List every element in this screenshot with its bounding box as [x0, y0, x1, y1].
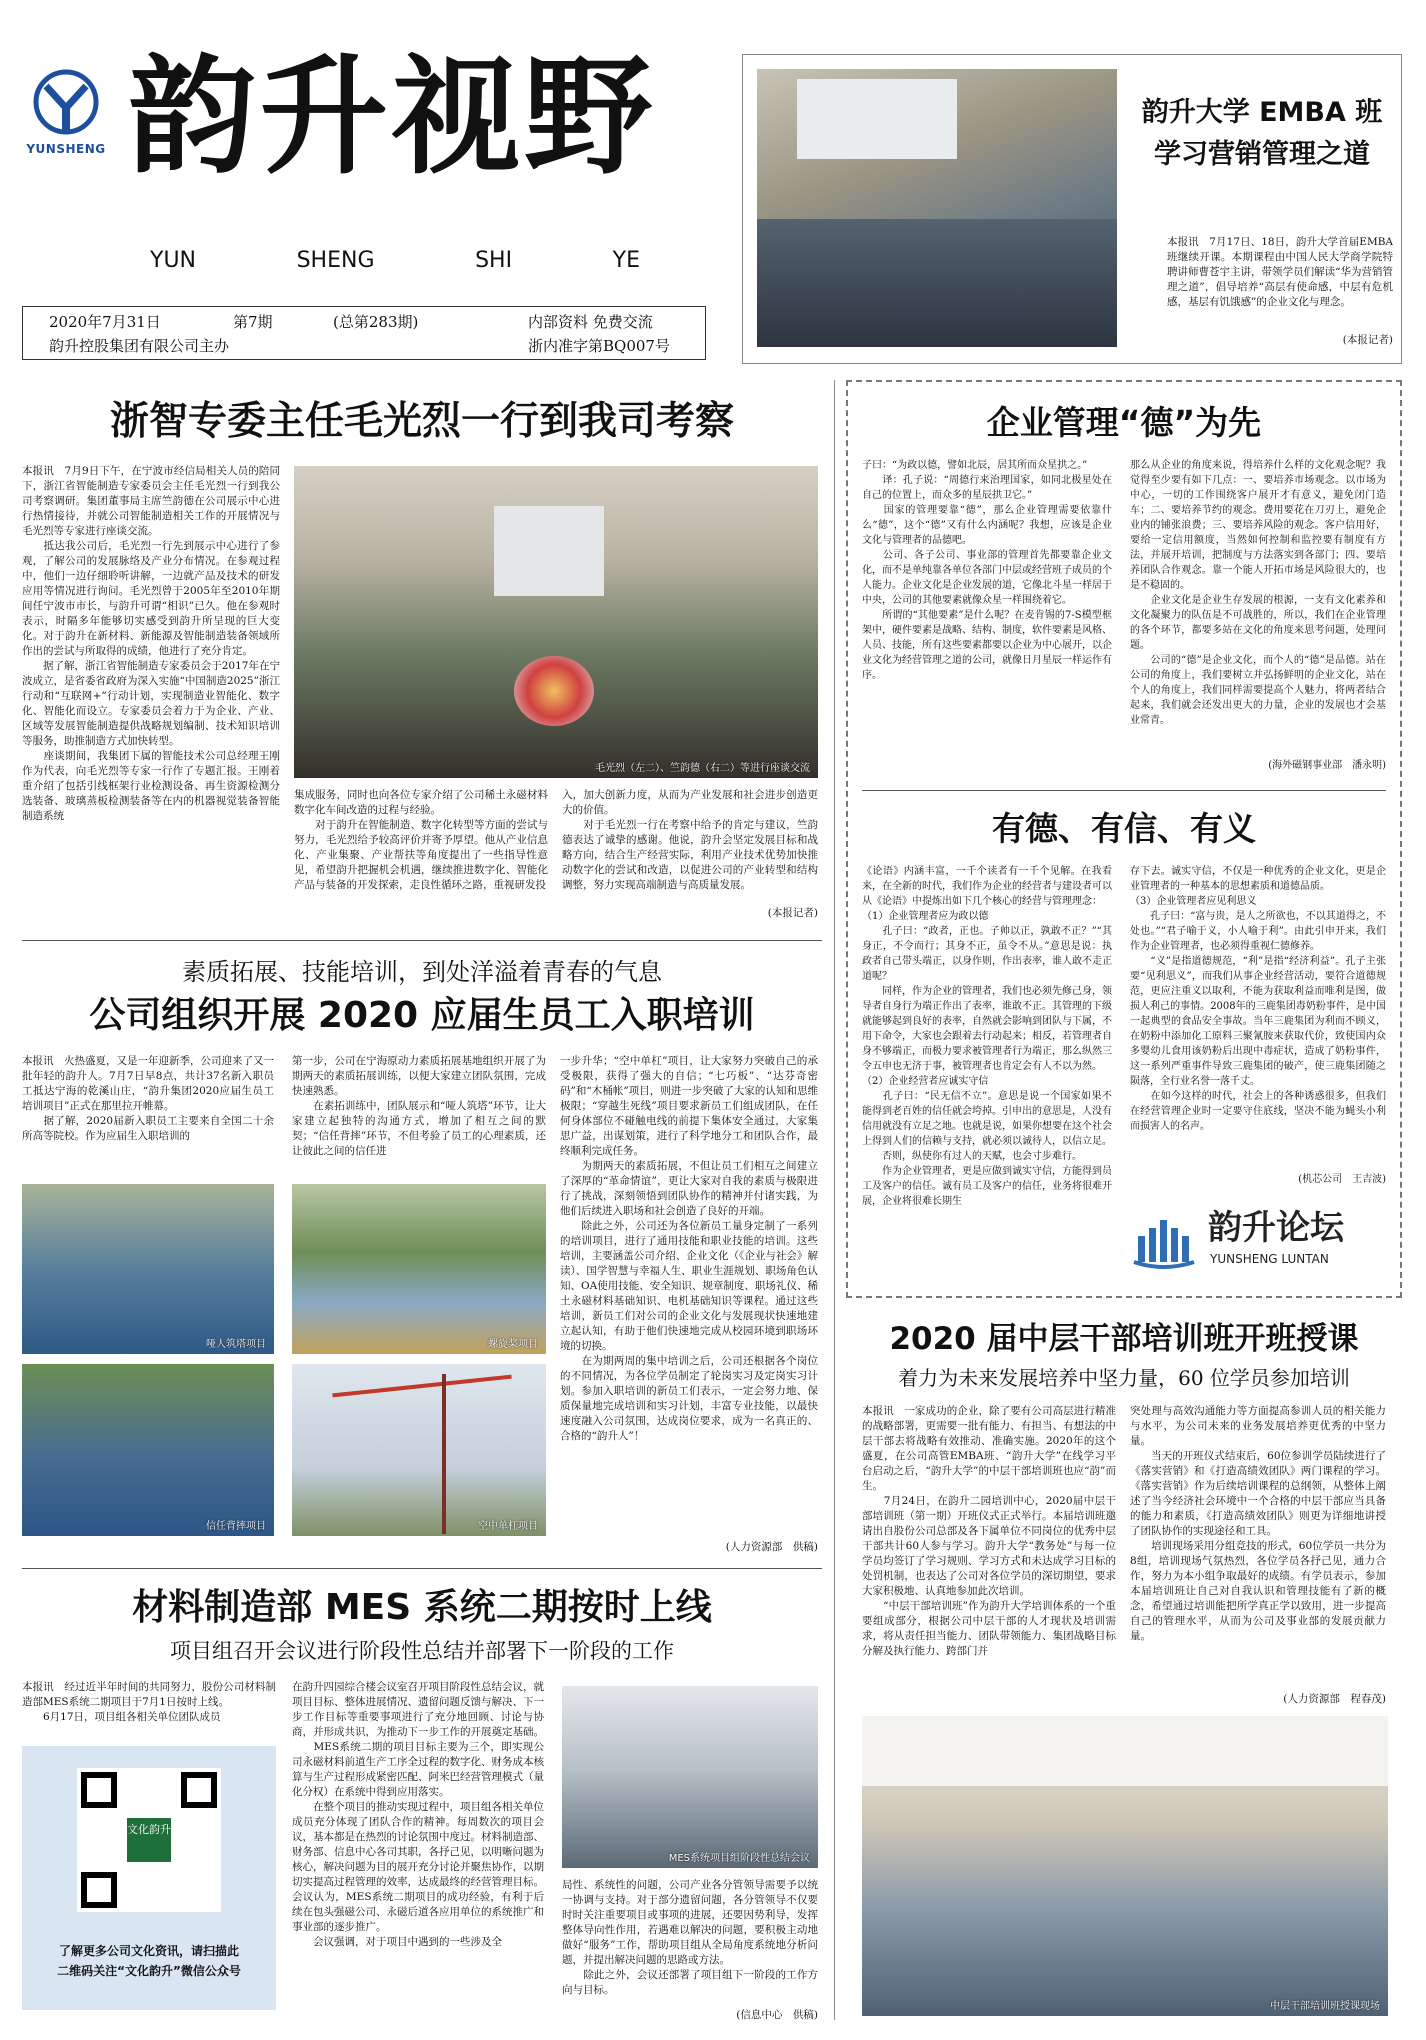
title-pinyin: [150, 248, 640, 278]
divider-2: [22, 1568, 822, 1569]
emba-photo: [757, 69, 1117, 347]
pinyin-2: SHENG: [296, 248, 375, 273]
issue-number: 第7期: [233, 313, 273, 331]
article6-photo: [862, 1716, 1388, 2016]
article4-col1: 子曰：“为政以德，譬如北辰，居其所而众星拱之。” 译：孔子说：“周德行来治理国家，如同北极星处在自己的位置上，而众多的星辰拱卫它。” 国家的管理要靠“德”，那么企业管理需要依靠什么“德”，这个“德”又有什么内涵呢？我想，应该是企业文化与管理者的品德吧。 公司、各子公司、事业部的管理首先都要靠企业文化，而不是单纯靠各单位各部门中层或经营班子成员的个人能力。企业文化是企业发展的道，它像北斗星一样居于中央，公司的其他要素就像众星一样围绕着它。 所谓的“其他要素”是什么呢？在麦肯锡的7-S模型框架中，硬件要素是战略、结构、制度，软件要素是风格、人员、技能，所有这些要素都要以企业为中心展开，以企业文化为经营管理之道的公司，就像日月星辰一样运作有序。: [862, 460, 1112, 681]
article2-photo1-caption: 哑人筑塔项目: [206, 1339, 266, 1350]
article1-photo-caption: 毛光烈（左二）、竺韵德（右二）等进行座谈交流: [595, 763, 810, 774]
article1-col1: 本报讯 7月9日下午，在宁波市经信局相关人员的陪同下，浙江省智能制造专家委员会主任毛光烈一行到我公司考察调研。集团董事局主席竺韵德在公司展示中心进行热情接待，并就公司智能制造相关工作的开展情况与毛光烈等专家进行座谈交流。 抵达我公司后，毛光烈一行先到展示中心进行了参观，了解公司的发展脉络及产业分布情况。在参观过程中，他们一边仔细聆听讲解，一边就产品及技术的研发应用等情况进行询问。毛光烈曾于2005年至2010年期间任宁波市市长，与韵升可谓“相识”已久。他在参观时表示，时隔多年能够切实感受到韵升所呈现的巨大变化。对于韵升在新材料、新能源及智能制造装备领域所作出的尝试与所取得的成绩，他进行了充分肯定。 据了解，浙江省智能制造专家委员会于2017年在宁波成立，是省委省政府为深入实施“中国制造2025”浙江行动和“互联网+”行动计划，实现制造业智能化、数字化、智能化而设立。专家委员会着力于为企业、产业、区域等发展智能制造提供战略规划编制、技术知识培训等服务，助推制造方式加快转型。 座谈期间，我集团下属的智能技术公司总经理王刚作为代表，向毛光烈等专家一行作了专题汇报。王刚着重介绍了包括引线框架行业检测设备、再生资源检测分选装备、玻璃蒸板检测装备等在内的机器视觉装备智能制造系统: [22, 465, 280, 822]
qr-caption-1: 了解更多公司文化资讯，请扫描此: [58, 1944, 239, 1958]
internal-note: 内部资料 免费交流: [528, 313, 653, 331]
yunsheng-logo-icon: [22, 68, 110, 138]
company-logo: [22, 68, 110, 158]
article1-credit: (本报记者): [767, 907, 818, 919]
article5-col1: 《论语》内涵丰富，一千个读者有一千个见解。在我看来，在全新的时代，我们作为企业的经营者与建设者可以从《论语》中提炼出如下几个核心的经营与管理理念： （1）企业管理者应为政以德 孔子曰：“政者，正也。子帅以正，孰敢不正？”“其身正，不令而行；其身不正，虽令不从。”意思是说：执政者自己带头端正，以身作则，作出表率，谁人敢不走正道呢？ 同样，作为企业的管理者，我们也必须先修己身，领导者自身行为端正作出了表率，谁敢不正。其管理的下级就能够起到良好的表率，自然就会影响到团队与下属，不用下命令，大家也会跟着去行动起来；相反，若管理者自身不够端正，而极力要求被管理者行为端正，那么纵然三令五申也无济于事，被管理者也肯定会有人不以为然。 （2）企业经营者应诚实守信 孔子曰：“民无信不立”。意思是说一个国家如果不能得到老百姓的信任就会垮掉。引申出的意思是，人没有信用就没有立足之地。也就是说，如果你想要在这个社会上得到人们的信赖与支持，就必须以诚待人，以信立足。 否则，纵使你有过人的天赋，也会寸步难行。 作为企业管理者，更是应做到诚实守信，方能得到员工及客户的信任。诚有员工及客户的信任，业务将很难开展，企业将很难长期生: [862, 866, 1112, 1207]
issue-date: 2020年7月31日: [49, 313, 161, 331]
luntan-subtitle: YUNSHENG LUNTAN: [1210, 1252, 1329, 1266]
newspaper-title: 韵升视野: [128, 43, 657, 192]
article6-credit: (人力资源部 程春茂): [1283, 1693, 1386, 1705]
article6-subhead: 着力为未来发展培养中坚力量，60 位学员参加培训: [898, 1366, 1350, 1390]
article2-credit: (人力资源部 供稿): [725, 1541, 818, 1553]
book-people-icon: [1132, 1210, 1202, 1270]
article5-headline: 有德、有信、有义: [992, 809, 1256, 848]
luntan-logo: [1132, 1206, 1388, 1276]
qr-block: [22, 1746, 276, 2010]
article2-photo2: [292, 1184, 546, 1354]
article2-photo4: [292, 1364, 546, 1536]
divider-3: [862, 790, 1386, 791]
qr-caption-2: 二维码关注“文化韵升”微信公众号: [57, 1964, 241, 1978]
emba-body: 本报讯 7月17日、18日，韵升大学首届EMBA班继续开课。本期课程由中国人民大学商学院特聘讲师曹苍宇主讲，带领学员们解读“华为营销管理之道”，倡导培养“高层有使命感，中层有危机感，基层有饥饿感”的企业文化与理念。: [1167, 236, 1393, 308]
emba-credit: (本报记者): [1342, 334, 1393, 346]
article6-col2: 突处理与高效沟通能力等方面提高参训人员的相关能力与水平，为公司未来的业务发展培养更优秀的中坚力量。 当天的开班仪式结束后，60位参训学员陆续进行了《落实营销》和《打造高绩效团队》两门课程的学习。《落实营销》作为后续培训课程的总纲领，从整体上阐述了当今经济社会环境中一个合格的中层干部应当具备的能力和素质，《打造高绩效团队》则更为详细地讲授了团队协作的实现途径和工具。 培训现场采用分组竞技的形式，60位学员一共分为8组，培训现场气氛热烈，各位学员各抒己见，通力合作，努力为本小组争取最好的成绩。有学员表示，参加本届培训班让自己对自我认识和管理技能有了新的概念，希望通过培训能把所学真正学以致用，进一步提高自己的管理水平，从而为公司及事业部的发展贡献力量。: [1130, 1405, 1386, 1642]
article3-photo: [562, 1686, 818, 1868]
article6-headline: 2020 届中层干部培训班开班授课: [889, 1321, 1359, 1357]
article2-photo1: [22, 1184, 274, 1354]
article1-col2: 集成服务，同时也向各位专家介绍了公司稀土永磁材料数字化车间改造的过程与经验。 对于韵升在智能制造、数字化转型等方面的尝试与努力，毛光烈给予较高评价并寄予厚望。他从产业信息化、产业集聚、产业帮扶等角度提出了一些指导性意见，希望韵升把握机会机遇，继续推进数字化、智能化产品与装备的开发探索，走良性循环之路，重视研发投: [294, 789, 548, 891]
article1-col3: 入，加大创新力度，从而为产业发展和社会进步创造更大的价值。 对于毛光烈一行在考察中给予的肯定与建议，竺韵德表达了诚挚的感谢。他说，韵升会坚定发展目标和战略方向，结合生产经营实际，利用产业技术优势加快推动数字化的尝试和改造，以促进公司的产业转型和结构调整，努力实现高端制造与高质量发展。: [562, 789, 818, 891]
article6-col1: 本报讯 一家成功的企业，除了要有公司高层进行精准的战略部署，更需要一批有能力、有担当、有想法的中层干部去将战略有效推动、准确实施。2020年的这个盛夏，在公司高管EMBA班、“韵升大学”在线学习平台启动之后，“韵升大学”的中层干部培训班也应“韵”而生。 7月24日，在韵升二园培训中心，2020届中层干部培训班（第一期）开班仪式正式举行。本届培训班邀请出自股份公司总部及各下属单位不同岗位的优秀中层干部共计60人参与学习。韵升大学“教务处”与每一位学员均签订了学习规则、学习方式和未达成学习目标的处罚机制，也表达了公司对各位学员的深切期望，要求大家积极地、认真地参加此次培训。 “中层干部培训班”作为韵升大学培训体系的一个重要组成部分，根据公司中层干部的人才现状及培训需求，将从责任担当能力、团队带领能力、集团战略目标分解及执行能力、跨部门并: [862, 1405, 1116, 1657]
article2-col1: 本报讯 火热盛夏，又是一年迎新季，公司迎来了又一批年轻的韵升人。7月7日早8点，共计37名新入职员工抵达宁海的乾溪山庄，“韵升集团2020应届生员工培训项目”正式在那里拉开帷幕。 据了解，2020届新入职员工主要来自全国二十余所高等院校。作为应届生入职培训的: [22, 1055, 274, 1142]
article1-photo: [294, 466, 818, 778]
article3-subhead: 项目组召开会议进行阶段性总结并部署下一阶段的工作: [170, 1639, 674, 1663]
pinyin-3: SHI: [475, 248, 513, 273]
article2-photo2-caption: 螺旋桨项目: [488, 1339, 538, 1350]
article1-headline: 浙智专委主任毛光烈一行到我司考察: [109, 399, 734, 444]
article4-headline: 企业管理“德”为先: [986, 403, 1262, 442]
pinyin-1: YUN: [150, 248, 196, 273]
qr-code-icon[interactable]: [77, 1768, 221, 1912]
luntan-title: 韵升论坛: [1208, 1208, 1344, 1248]
article4-credit: (海外磁钢事业部 潘永明): [1268, 760, 1386, 771]
article2-col2: 第一步，公司在宁海原动力素质拓展基地组织开展了为期两天的素质拓展训练，以便大家建立团队氛围，完成快速熟悉。 在素拓训练中，团队展示和“哑人筑塔”环节，让大家建立起独特的沟通方式，增加了相互之间的默契；“信任背摔”环节，不但考验了员工的心理素质，还让彼此之间的信任进: [292, 1055, 546, 1157]
article2-photo3-caption: 信任背摔项目: [206, 1521, 266, 1532]
article3-col1: 本报讯 经过近半年时间的共同努力，股份公司材料制造部MES系统二期项目于7月1日按时上线。 6月17日，项目组各相关单位团队成员: [22, 1681, 276, 1723]
article6-photo-caption: 中层干部培训班授课现场: [1270, 2001, 1380, 2012]
emba-title-line1: 韵升大学 EMBA 班: [1141, 97, 1383, 128]
pinyin-4: YE: [612, 248, 640, 273]
article3-col2: 在韵升四园综合楼会议室召开项目阶段性总结会议，就项目目标、整体进展情况、遗留问题反馈与解决、下一步工作目标等重要事项进行了充分地回顾、讨论与协商，并形成共识，为推动下一步工作的开展奠定基础。 MES系统二期的项目目标主要为三个，即实现公司永磁材料前道生产工序全过程的数字化、财务成本核算与生产过程形成紧密匹配、阿米巴经营管理模式（量化分权）在系统中得到应用落实。 在整个项目的推动实现过程中，项目组各相关单位成员充分体现了团队合作的精神。每周数次的项目会议，基本都是在热烈的讨论氛围中度过。材料制造部、财务部、信息中心各司其职，各抒己见，以明晰问题为核心，解决问题为目的展开充分讨论并聚焦协作，以期切实提高过程管理的效率，达成最终的经营管理目标。会议认为，MES系统二期项目的成功经验，有利于后续在包头强磁公司、永磁后道各应用单位的系统推广和事业部的逐步推广。 会议强调，对于项目中遇到的一些涉及全: [292, 1681, 544, 1948]
article3-headline: 材料制造部 MES 系统二期按时上线: [132, 1587, 712, 1628]
emba-box: [742, 54, 1402, 364]
divider-1: [22, 940, 822, 941]
logo-text: YUNSHENG: [26, 142, 106, 156]
article3-col3: 局性、系统性的问题，公司产业各分管领导需要予以统一协调与支持。对于部分遗留问题，各分管领导不仅要时时关注重要项目或事项的进展，还要因势利导，发挥整体导向性作用，若遇难以解决的问题，要积极主动地做好“服务”工作，帮助项目组从全局角度系统地分析问题，并提出解决问题的思路或方法。 除此之外，会议还部署了项目组下一阶段的工作方向与目标。: [562, 1879, 818, 1996]
article5-credit: (机芯公司 王吉波): [1298, 1174, 1386, 1185]
article2-photo3: [22, 1364, 274, 1536]
article2-photo4-caption: 空中单杠项目: [478, 1521, 538, 1532]
article2-col3: 一步升华；“空中单杠”项目，让大家努力突破自己的承受极限，获得了强大的自信；“七巧板”、“达芬奇密码”和“木桶帐”项目，则进一步突破了大家的认知和思维极限；“穿越生死线”项目要求新员工们组成团队，在任何身体部位不碰触电线的前提下集体安全通过，大家集思广益，出谋划策，进行了科学地分工和团队合作，最终顺利完成任务。 为期两天的素质拓展，不但让员工们相互之间建立了深厚的“革命情谊”，更让大家对自我的素质与极限进行了挑战，深刻领悟到团队协作的精神并付诸实践，为他们后续进入职场和社会创造了良好的开端。 除此之外，公司还为各位新员工量身定制了一系列的培训项目，进行了通用技能和职业技能的培训。这些培训，主要涵盖公司介绍、企业文化（《企业与社会》解读）、国学智慧与幸福人生、职业生涯规划、职场角色认知、OA使用技能、安全知识、规章制度、职场礼仪、稀土永磁材料基础知识、电机基础知识等课程。通过这些培训，新员工们对公司的企业文化与发展现状快速地建立起认知，有助于他们快速地完成从校园环境到职场环境的切换。 在为期两周的集中培训之后，公司还根据各个岗位的不同情况，为各位学员制定了轮岗实习及定岗实习计划。参加入职培训的新员工们表示，一定会努力地、保质保量地完成培训和实习计划，丰富专业技能，以最快速度融入公司氛围，达成岗位要求，成为一名真正的、合格的“韵升人”！: [560, 1055, 818, 1442]
sponsor: 韵升控股集团有限公司主办: [49, 337, 230, 355]
article4-col2: 那么从企业的角度来说，得培养什么样的文化观念呢？我觉得至少要有如下几点：一、要培养市场观念。以市场为中心，一切的工作围绕客户展开才有意义，避免闭门造车；二、要培养节约的观念。费用要花在刀刃上，避免企业内的铺张浪费；三、要培养风险的观念。客户信用好，要给一定信用额度，当然如何控制和监控要有制度有方法，并展开培训，把制度与方法落实到各部门；四、要培养团队合作观念。靠一个能人开拓市场是风险很大的，也是不稳固的。 企业文化是企业生存发展的根源，一支有文化素养和文化凝聚力的队伍是不可战胜的，所以，我们在企业管理的各个环节，都要多站在文化的角度来思考问题，处理问题。 公司的“德”是企业文化，而个人的“德”是品德。站在公司的角度上，我们要树立并弘扬鲜明的企业文化，站在个人的角度上，我们同样需要提高个人魅力，将两者结合起来，我们就会还发出更大的力量，企业的发展也才会基业常青。: [1130, 460, 1386, 726]
article3-photo-caption: MES系统项目组阶段性总结会议: [668, 1853, 810, 1864]
issue-total: (总第283期): [333, 313, 419, 331]
emba-title-line2: 学习营销管理之道: [1154, 139, 1370, 170]
article5-col2: 存下去。诚实守信，不仅是一种优秀的企业文化，更是企业管理者的一种基本的思想素质和道德品质。 （3）企业管理者应见利思义 孔子曰：“富与贵，是人之所欲也，不以其道得之，不处也。”“君子喻于义，小人喻于利”。由此引申开来，我们作为企业管理者，也必须得重视仁德修养。 “义”是指道德规范，“利”是指“经济利益”。孔子主张要“见利思义”，而我们从事企业经营活动，要符合道德规范，更应注重义以取利，不能为获取利益而唯利是图，做损人利己的事情。2008年的三鹿集团毒奶粉事件，是中国一起典型的食品安全事故。当年三鹿集团为利而不顾义，在奶粉中添加化工原料三聚氰胺来获取代价，致使国内众多婴幼儿食用该奶粉后出现中毒症状，造成了奶粉事件，这一系列严重事件导致三鹿集团的破产，使三鹿集团随之陨落，全行业名誉一落千丈。 在如今这样的时代，社会上的各种诱惑很多，但我们在经营管理企业时一定要守住底线，坚决不能为蝇头小利而损害人的名声。: [1130, 866, 1386, 1132]
issue-info-box: [22, 306, 706, 360]
permit-number: 浙内准字第BQ007号: [528, 337, 670, 355]
article2-subhead: 素质拓展、技能培训，到处洋溢着青春的气息: [182, 958, 662, 986]
article3-credit: (信息中心 供稿): [736, 2009, 818, 2021]
column-divider: [834, 380, 835, 2020]
qr-center-badge: 文化韵升: [127, 1818, 171, 1862]
article2-headline: 公司组织开展 2020 应届生员工入职培训: [89, 995, 755, 1036]
